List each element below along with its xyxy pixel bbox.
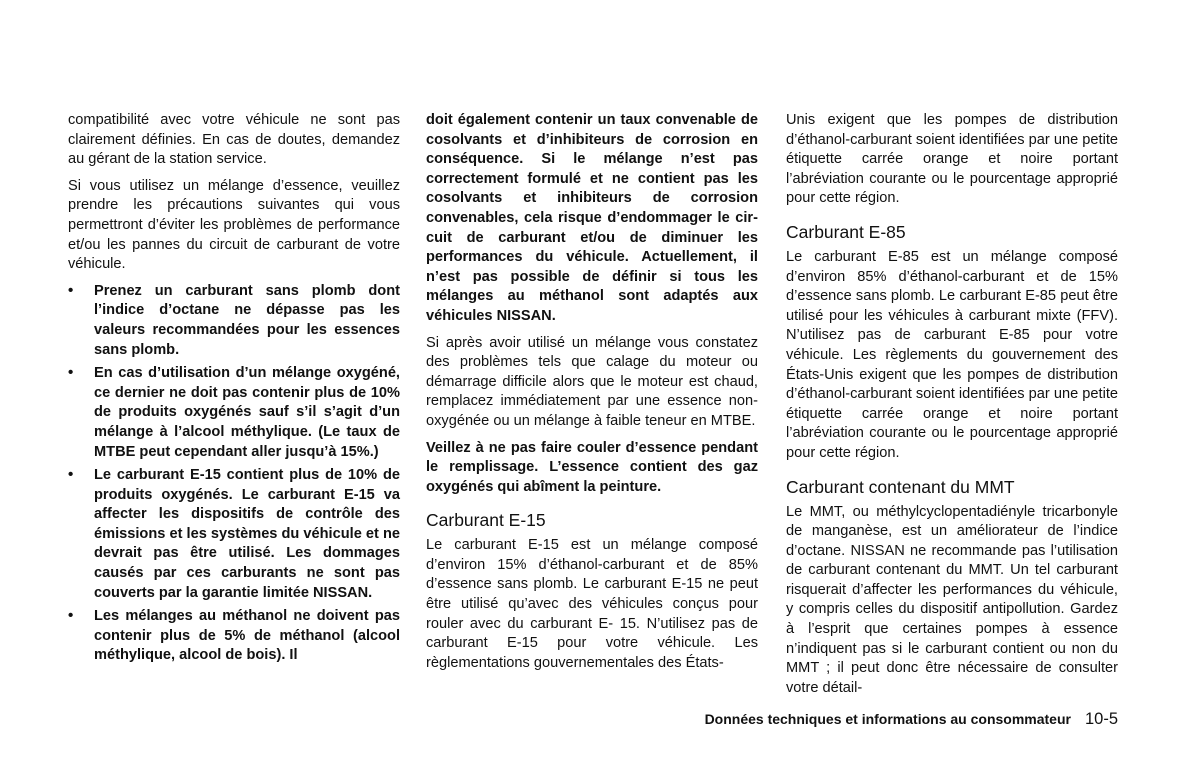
list-item: • Les mélanges au méthanol ne doivent pas contenir plus de 5% de méthanol (alcool méthylique, alcool de bois). Il bbox=[68, 607, 400, 666]
paragraph-e15: Le carburant E-15 est un mélange composé d’environ 15% d’éthanol-carburant et de 85% d’essence sans plomb. Le carburant E-15 ne peut être utilisé qu’avec des véhicules conçus pour rouler avec du carburant E- 15. N’utilisez pas de carburant E-15 pour votre véhicule. Les règlementations gouvernementales des États- bbox=[426, 537, 758, 671]
list-item: • En cas d’utilisation d’un mélange oxygéné, ce dernier ne doit pas contenir plus de 10% de produits oxygénés sauf s’il s’agit d’un mélange à l’alcool méthylique. (Le taux de MTBE peut cependant aller jusqu’à 15%.) bbox=[68, 364, 400, 462]
paragraph-compatibility: compatibilité avec votre véhicule ne sont pas clairement définies. En cas de doutes, demandez au gérant de la station service. bbox=[68, 112, 400, 168]
column-right bbox=[786, 111, 1118, 705]
precautions-list bbox=[68, 282, 400, 666]
list-item: • Prenez un carburant sans plomb dont l’indice d’octane ne dépasse pas les valeurs recommandées pour les essences sans plomb. bbox=[68, 282, 400, 360]
bullet-continuation: doit également contenir un taux convenable de cosolvants et d’inhibiteurs de corrosion en conséquence. Si le mélange n’est pas correctement formulé et ne contient pas les cosolvants et inhibiteurs de corrosion convenables, cela risque d’endommager le circuit de carburant et/ou de diminuer les performances du véhicule. Actuellement, il n’est pas possible de définir si tous les mélanges au méthanol sont adaptés aux véhicules NISSAN. bbox=[426, 112, 758, 324]
page-footer bbox=[640, 710, 1118, 729]
paragraph-stalling: Si après avoir utilisé un mélange vous constatez des problèmes tels que calage du moteur ou démarrage difficile alors que le moteur est chaud, remplacez immédiatement par une essence non-oxygénée ou un mélange à faible teneur en MTBE. bbox=[426, 334, 758, 429]
heading-mmt: Carburant contenant du MMT bbox=[786, 476, 1015, 497]
heading-e85: Carburant E-85 bbox=[786, 221, 906, 242]
paragraph-e85: Le carburant E-85 est un mélange composé d’environ 85% d’éthanol-carburant et de 15% d’essence sans plomb. Le carburant E-85 peut être utilisé pour les véhicules à carburant mixte (FFV). N’utilisez pas de carburant E-85 pour votre véhicule. Les règlements du gouvernement des États-Unis exigent que les pompes de distribution d’éthanol-carburant soient identifiées par une petite étiquette carrée orange et noire portant l’abréviation courante ou le pourcentage approprié pour cette région. bbox=[786, 248, 1118, 461]
paint-warning: Veillez à ne pas faire couler d’essence pendant le remplissage. L’essence contient des gaz oxygénés qui abîment la peinture. bbox=[426, 439, 758, 495]
paragraph-precautions: Si vous utilisez un mélange d’essence, veuillez prendre les précautions suivantes qui vous permettront d’éviter les problèmes de performance et/ou les pannes du circuit de carburant de votre véhicule. bbox=[68, 177, 400, 273]
paragraph-mmt: Le MMT, ou méthylcyclopentadiényle tricarbonyle de manganèse, est un améliorateur de l’indice d’octane. NISSAN ne recommande pas l’utilisation de carburant contenant du MMT. Un tel carburant risquerait d’affecter les performances du véhicule, y compris celles du dispositif antipollution. Gardez à l’esprit que certaines pompes à essence n’indiquent pas si le carburant contient ou non du MMT ; il peut donc être nécessaire de consulter votre détail- bbox=[786, 503, 1118, 696]
column-middle bbox=[426, 111, 758, 680]
list-item: • Le carburant E-15 contient plus de 10% de produits oxygénés. Le carburant E-15 va affecter les dispositifs de contrôle des émissions et les systèmes du véhicule et ne devrait pas être utilisé. Les dommages causés par ces carburants ne sont pas couverts par la garantie limitée NISSAN. bbox=[68, 466, 400, 603]
page-number: 10-5 bbox=[1084, 710, 1118, 728]
column-left bbox=[68, 111, 400, 670]
paragraph-e15-continuation: Unis exigent que les pompes de distribution d’éthanol-carburant soient identifiées par une petite étiquette carrée orange et noire portant l’abréviation courante ou le pourcentage approprié pour cette région. bbox=[786, 112, 1118, 207]
footer-section-title: Données techniques et informations au consommateur bbox=[704, 711, 1071, 727]
heading-e15: Carburant E-15 bbox=[426, 510, 546, 531]
